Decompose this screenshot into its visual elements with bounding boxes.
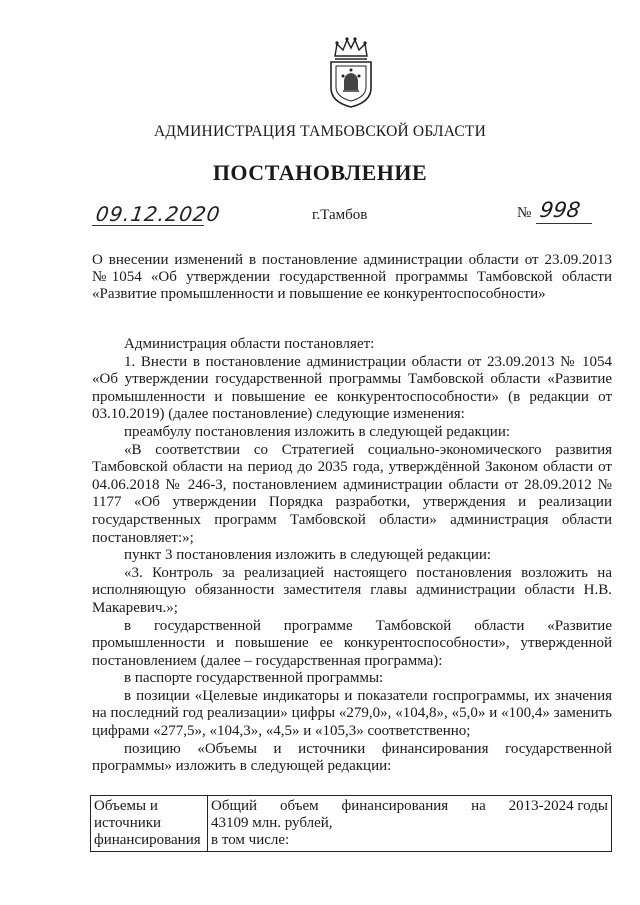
date-underline <box>92 225 204 226</box>
table-value-word: на <box>471 798 486 814</box>
table-row <box>91 796 612 852</box>
body-paragraph: 1. Внести в постановление администрации области от 23.09.2013 № 1054 «Об утверждении государственной программы Тамбовской области «Развитие промышленности и повышение ее конкурентоспособности» (в редакции от 03.10.2019) (далее постановление) следующие изменения: <box>92 353 612 423</box>
table-value-word: 2013-2024 годы <box>508 798 608 814</box>
document-number: 998 <box>538 198 582 222</box>
document-type-title: ПОСТАНОВЛЕНИЕ <box>212 160 428 185</box>
body-paragraph: пункт 3 постановления изложить в следующей редакции: <box>124 547 492 564</box>
document-city: г.Тамбов <box>312 207 368 223</box>
document-number-label: № <box>517 205 532 221</box>
table-value-line: 43109 млн. рублей, <box>211 815 333 831</box>
body-paragraph: в позиции «Целевые индикаторы и показатели госпрограммы, их значения на последний год реализации» цифры «279,0», «104,8», «5,0» и «100,4» заменить цифрами «277,5», «104,3», «4,5» и «105,3» соответственно; <box>92 687 612 740</box>
table-value-line <box>211 798 608 815</box>
table-cell-label: Объемы и источники финансирования <box>91 796 208 852</box>
body-paragraph: «3. Контроль за реализацией настоящего постановления возложить на исполняющую обязанности заместителя главы администрации области Н.В. Макаревич.»; <box>92 564 612 616</box>
document-subject: О внесении изменений в постановление администрации области от 23.09.2013 №1054 «Об утверждении государственной программы Тамбовской области «Развитие промышленности и повышение ее конкурентоспособности» <box>92 252 612 302</box>
table-cell-value <box>208 796 612 852</box>
table-value-line: в том числе: <box>211 832 290 848</box>
body-paragraph: преамбулу постановления изложить в следующей редакции: <box>124 423 511 440</box>
body-paragraph: в государственной программе Тамбовской области «Развитие промышленности и повышение ее конкурентоспособности», утвержденной постановлением (далее – государственная программа): <box>92 617 612 669</box>
table-value-word: объем <box>279 798 319 814</box>
body-paragraph: Администрация области постановляет: <box>124 336 375 352</box>
coat-of-arms-emblem <box>326 36 376 108</box>
document-date: 09.12.2020 <box>94 202 223 226</box>
body-paragraph: позицию «Объемы и источники финансирования государственной программы» изложить в следующей редакции: <box>92 740 612 775</box>
body-paragraph: «В соответствии со Стратегией социально-экономического развития Тамбовской области на период до 2035 года, утверждённой Законом области от 04.06.2018 № 246-З, постановлением администрации области от 28.09.2012 № 1177 «Об утверждении Порядка разработки, утверждения и реализации государственных программ Тамбовской области» администрация области постановляет:»; <box>92 441 612 546</box>
body-paragraph: в паспорте государственной программы: <box>124 670 384 687</box>
table-value-word: Общий <box>211 798 258 814</box>
number-underline <box>536 223 592 224</box>
organization-name: АДМИНИСТРАЦИЯ ТАМБОВСКОЙ ОБЛАСТИ <box>154 123 486 140</box>
table-value-word: финансирования <box>341 798 449 814</box>
financing-table <box>90 795 612 852</box>
document-body <box>92 336 612 776</box>
